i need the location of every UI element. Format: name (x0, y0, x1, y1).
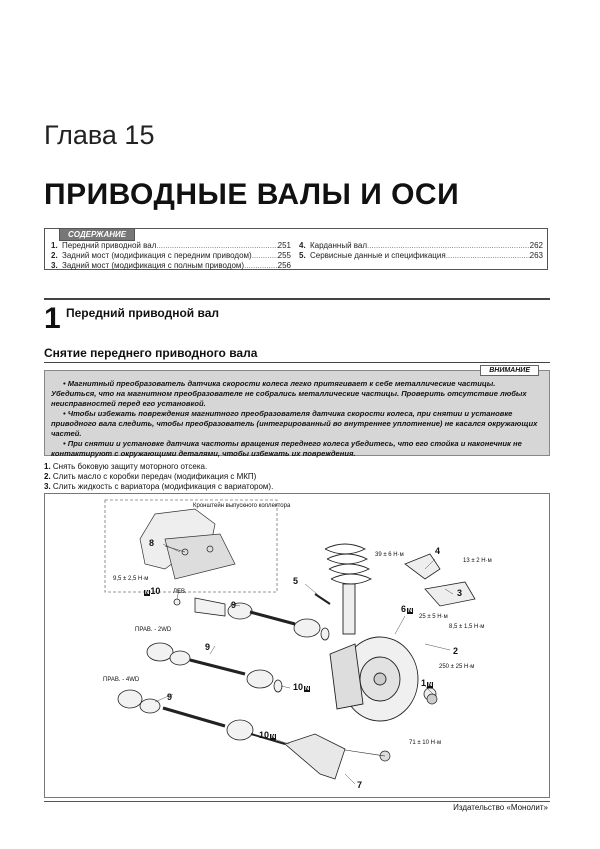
subsection-divider (44, 362, 550, 363)
toc-entry-text: Передний приводной вал (62, 241, 157, 250)
warning-label: ВНИМАНИЕ (480, 365, 539, 376)
new-part-mark: N (145, 590, 150, 596)
toc-entry[interactable] (51, 261, 291, 271)
step (44, 482, 273, 492)
page-title: ПРИВОДНЫЕ ВАЛЫ И ОСИ (44, 178, 460, 211)
step-text: Снять боковую защиту моторного отсека. (52, 462, 208, 471)
toc-entry-page: 263 (529, 251, 543, 260)
warning-box (44, 367, 550, 458)
callout-9-4wd: 9 (167, 692, 173, 702)
callout-10-left: N10 (145, 586, 161, 596)
callout-9-2wd: 9 (205, 642, 211, 652)
toc-column-right (299, 241, 543, 261)
torque-label: 13 ± 2 Н·м (463, 558, 492, 564)
step-text: Слить масло с коробки передач (модификация с МКП) (52, 472, 257, 481)
procedure-steps (44, 462, 273, 492)
toc-label: СОДЕРЖАНИЕ (59, 228, 135, 241)
publisher: Издательство «Монолит» (453, 803, 548, 812)
torque-label: 39 ± 6 Н·м (375, 552, 404, 558)
toc-entry-num: 3. (51, 261, 58, 270)
callout-3: 3 (457, 588, 463, 598)
section-number: 1 (44, 302, 61, 335)
footer-divider (44, 801, 550, 802)
warning-item: • Магнитный преобразователь датчика скорости колеса легко притягивает к себе металлические частицы. Убедиться, что на магнитном преобразователе не собрались металлические частицы. Проверить отсутствие любых неисправностей перед его установкой. (51, 379, 527, 408)
callout-10-2wd: 10 N (293, 682, 310, 692)
step-num: 1. (44, 462, 51, 471)
toc-entry-page: 262 (529, 241, 543, 250)
callout-10-4wd: 10 N (259, 730, 276, 740)
toc-entry-text: Карданный вал (310, 241, 368, 250)
new-part-mark: N (428, 682, 433, 688)
shaft-right-4wd-label: ПРАВ. - 4WD (103, 677, 140, 683)
chapter-heading: Глава 15 (44, 120, 155, 150)
new-part-mark: N (271, 734, 276, 740)
step (44, 472, 273, 482)
callout-7: 7 (357, 780, 363, 790)
toc-entry-text: Сервисные данные и спецификация (310, 251, 446, 260)
bracket-label: Кронштейн выпускного коллектора (193, 503, 291, 509)
toc-entry-text: Задний мост (модификация с полным приводом) (62, 261, 245, 270)
warning-item: • При снятии и установке датчика частоты вращения переднего колеса убедитесь, что его стойка и наконечник не контактируют с окружающими деталями, чтобы избежать их повреждения. (51, 439, 522, 458)
torque-label: 71 ± 10 Н·м (409, 740, 442, 746)
table-of-contents (44, 228, 548, 270)
callout-1: 1 N (421, 678, 433, 688)
callout-2: 2 (453, 646, 459, 656)
toc-entry-text: Задний мост (модификация с передним приводом) (62, 251, 252, 260)
warning-text (51, 379, 541, 459)
section-title: Передний приводной вал (66, 306, 220, 320)
step (44, 462, 273, 472)
toc-column-left (51, 241, 291, 271)
new-part-mark: N (408, 608, 413, 614)
toc-entry-num: 2. (51, 251, 58, 260)
toc-entry-num: 4. (299, 241, 306, 250)
callout-9-left: 9 (231, 600, 237, 610)
step-text: Слить жидкость с вариатора (модификация с вариатором). (52, 482, 274, 491)
toc-entry[interactable] (51, 241, 291, 251)
callout-6: 6 N (401, 604, 413, 614)
torque-label: 8,5 ± 1,5 Н·м (449, 624, 485, 630)
toc-entry-num: 5. (299, 251, 306, 260)
exploded-diagram (44, 493, 550, 798)
step-num: 3. (44, 482, 51, 491)
toc-entry-page: 255 (277, 251, 291, 260)
toc-entry-page: 251 (277, 241, 291, 250)
shaft-right-2wd-label: ПРАВ. - 2WD (135, 627, 172, 633)
toc-entry[interactable] (299, 241, 543, 251)
section-divider (44, 298, 550, 300)
toc-entry[interactable] (51, 251, 291, 261)
subsection-title: Снятие переднего приводного вала (44, 346, 258, 360)
toc-entry-num: 1. (51, 241, 58, 250)
new-part-mark: N (305, 686, 310, 692)
torque-label: 25 ± 5 Н·м (419, 614, 448, 620)
drive-shaft-illustration (45, 494, 549, 797)
shaft-left-label: ЛЕВ. (173, 589, 187, 595)
callout-5: 5 (293, 576, 299, 586)
callout-8: 8 (149, 538, 155, 548)
warning-item: • Чтобы избежать повреждения магнитного преобразователя датчика скорости колеса, при снятии и установке приводного вала следить, чтобы преобразователь (интегрированный во внутреннее уплотнение) не касался окружающих частей. (51, 409, 538, 438)
toc-entry[interactable] (299, 251, 543, 261)
callout-4: 4 (435, 546, 441, 556)
torque-label: 9,5 ± 2,5 Н·м (113, 576, 149, 582)
toc-entry-page: 256 (277, 261, 291, 270)
step-num: 2. (44, 472, 51, 481)
torque-label: 250 ± 25 Н·м (439, 664, 475, 670)
